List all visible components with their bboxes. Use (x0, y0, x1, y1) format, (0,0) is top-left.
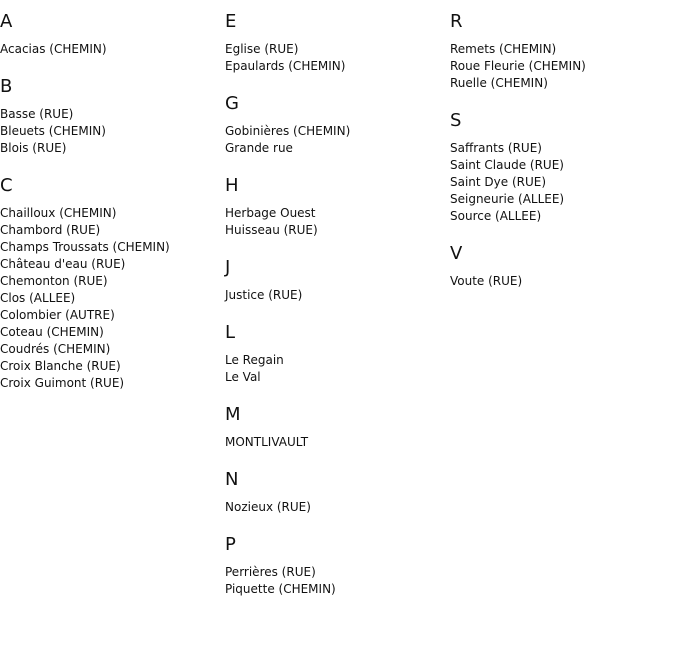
street-list (450, 140, 670, 225)
letter-group (225, 404, 445, 451)
letter-group (225, 534, 445, 598)
index-column-1 (0, 11, 220, 410)
letter-heading: S (450, 110, 462, 131)
street-link[interactable]: Saint Claude (RUE) (450, 158, 564, 172)
street-list (225, 499, 445, 516)
street-link[interactable]: Chemonton (RUE) (0, 274, 108, 288)
street-link[interactable]: Colombier (AUTRE) (0, 308, 115, 322)
letter-group (0, 76, 220, 157)
letter-heading: V (450, 243, 463, 264)
street-link[interactable]: Perrières (RUE) (225, 565, 316, 579)
street-link[interactable]: Eglise (RUE) (225, 42, 299, 56)
street-link[interactable]: Piquette (CHEMIN) (225, 582, 336, 596)
street-link[interactable]: Croix Blanche (RUE) (0, 359, 121, 373)
street-link[interactable]: Basse (RUE) (0, 107, 74, 121)
letter-group (225, 322, 445, 386)
street-link[interactable]: Seigneurie (ALLEE) (450, 192, 565, 206)
letter-heading: A (0, 11, 13, 32)
street-link[interactable]: Source (ALLEE) (450, 209, 542, 223)
street-link[interactable]: Clos (ALLEE) (0, 291, 76, 305)
street-link[interactable]: Le Regain (225, 353, 284, 367)
letter-group (0, 175, 220, 392)
street-link[interactable]: Acacias (CHEMIN) (0, 42, 107, 56)
street-link[interactable]: Justice (RUE) (225, 288, 303, 302)
street-link[interactable]: MONTLIVAULT (225, 435, 309, 449)
letter-heading: N (225, 469, 239, 490)
street-list (0, 205, 220, 392)
street-link[interactable]: Chailloux (CHEMIN) (0, 206, 117, 220)
letter-heading: G (225, 93, 239, 114)
letter-heading: C (0, 175, 13, 196)
street-list (225, 41, 445, 75)
letter-group (0, 11, 220, 58)
street-link[interactable]: Blois (RUE) (0, 141, 67, 155)
letter-group (450, 110, 670, 225)
street-link[interactable]: Epaulards (CHEMIN) (225, 59, 346, 73)
street-link[interactable]: Croix Guimont (RUE) (0, 376, 125, 390)
index-column-3 (450, 11, 670, 308)
street-link[interactable]: Voute (RUE) (450, 274, 523, 288)
street-list (225, 287, 445, 304)
street-link[interactable]: Coteau (CHEMIN) (0, 325, 104, 339)
letter-heading: M (225, 404, 241, 425)
letter-heading: P (225, 534, 236, 555)
street-link[interactable]: Ruelle (CHEMIN) (450, 76, 548, 90)
letter-group (225, 257, 445, 304)
letter-group (450, 243, 670, 290)
street-link[interactable]: Chambord (RUE) (0, 223, 101, 237)
street-link[interactable]: Champs Troussats (CHEMIN) (0, 240, 170, 254)
street-link[interactable]: Huisseau (RUE) (225, 223, 318, 237)
letter-group (225, 175, 445, 239)
street-link[interactable]: Saffrants (RUE) (450, 141, 542, 155)
street-list (0, 41, 220, 58)
letter-heading: L (225, 322, 236, 343)
street-list (225, 352, 445, 386)
letter-group (225, 11, 445, 75)
street-list (225, 123, 445, 157)
letter-heading: J (225, 257, 231, 278)
street-link[interactable]: Nozieux (RUE) (225, 500, 311, 514)
street-list (225, 564, 445, 598)
letter-group (225, 93, 445, 157)
letter-heading: B (0, 76, 13, 97)
street-link[interactable]: Remets (CHEMIN) (450, 42, 557, 56)
street-link[interactable]: Roue Fleurie (CHEMIN) (450, 59, 586, 73)
street-link[interactable]: Le Val (225, 370, 261, 384)
street-list (450, 41, 670, 92)
street-link[interactable]: Bleuets (CHEMIN) (0, 124, 106, 138)
letter-heading: E (225, 11, 237, 32)
letter-heading: H (225, 175, 239, 196)
street-link[interactable]: Saint Dye (RUE) (450, 175, 547, 189)
street-link[interactable]: Herbage Ouest (225, 206, 316, 220)
street-link[interactable]: Coudrés (CHEMIN) (0, 342, 111, 356)
street-link[interactable]: Gobinières (CHEMIN) (225, 124, 351, 138)
index-column-2 (225, 11, 445, 616)
street-link[interactable]: Château d'eau (RUE) (0, 257, 126, 271)
letter-group (450, 11, 670, 92)
street-list (0, 106, 220, 157)
street-list (450, 273, 670, 290)
letter-group (225, 469, 445, 516)
street-list (225, 205, 445, 239)
letter-heading: R (450, 11, 463, 32)
street-link[interactable]: Grande rue (225, 141, 293, 155)
street-list (225, 434, 445, 451)
